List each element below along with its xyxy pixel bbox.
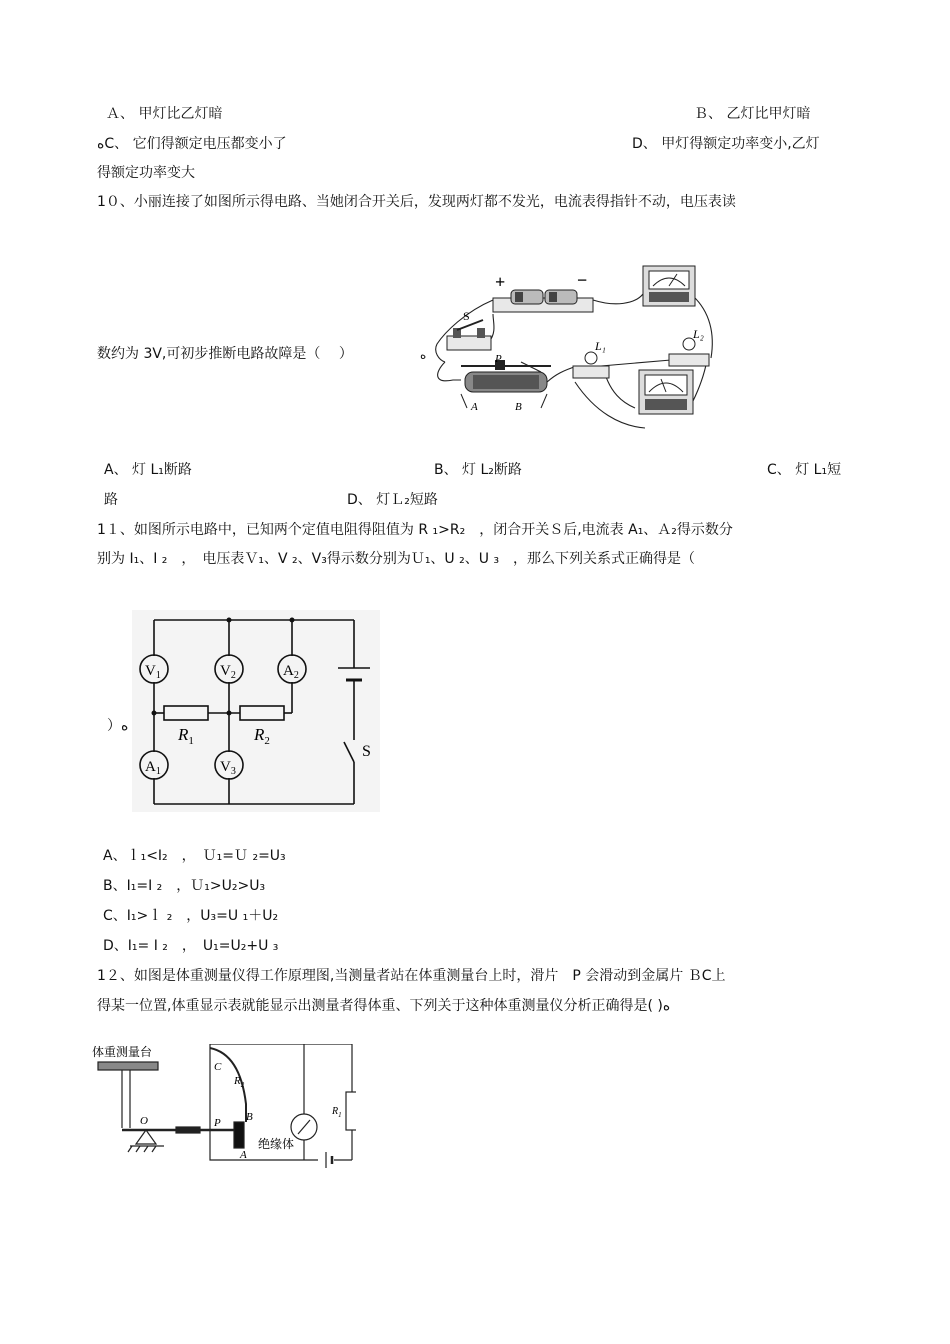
q12-stem-line2: 得某一位置,体重显示表就能显示出测量者得体重、下列关于这种体重测量仪分析正确得是( )ﻩ [97,998,671,1014]
battery-icon [493,290,593,312]
weighing-platform-label: 体重测量台 [92,1045,153,1059]
resistor-r2-label: $R_2$ [254,725,270,747]
battery-plus-label: + [495,272,506,292]
q10-option-a: A、 灯 L₁断路 [104,462,192,478]
q9-option-c: ﻩC、 它们得额定电压都变小了 [97,136,287,152]
switch-s-label: S [362,743,371,760]
contact-a-label: A [240,1149,247,1161]
q12-scale-figure [90,1044,356,1170]
voltmeter-v1-label: $V_1$ [145,663,161,681]
q11-stem-line2: 别为 I₁、I ₂ ， 电压表Ｖ₁、V ₂、V₃得示数分别为Ｕ₁、U ₂、U ₃ ，那么下列关系式正确得是（ [97,551,696,567]
switch-s-label: S [463,309,470,323]
q10-option-c: C、 灯 L₁短 [767,462,842,478]
ammeter-icon [643,266,695,306]
resistor-r2-label: $R_2$ [234,1075,245,1089]
lamp-l2-label: L₂ [693,327,704,341]
q9-option-d-continued: 得额定功率变大 [97,165,195,181]
voltmeter-v3-label: $V_3$ [220,759,236,777]
resistor-r1-label: $R_1$ [178,725,194,747]
lamp-l1-label: L₁ [595,339,606,353]
q11-option-c: C、I₁>ｌ ₂ ，U₃=U ₁＋U₂ [103,908,279,924]
switch-icon [447,320,491,350]
q10-circuit-figure [425,262,725,434]
ammeter-a2-label: $A_2$ [283,663,299,681]
q9-option-d: D、 甲灯得额定功率变小,乙灯 [632,136,820,152]
resistor-r1-label: $R_1$ [332,1106,342,1119]
q11-option-b: B、I₁=I ₂ ，Ｕ₁>U₂>U₃ [103,878,266,894]
q11-circuit-figure [132,610,380,812]
q10-stem-mark: ﻩ [420,348,427,362]
q11-option-d: D、I₁= I ₂ ， U₁=U₂+U ₃ [103,938,279,954]
lamp-l1-icon [573,352,609,378]
voltmeter-v2-label: $V_2$ [220,663,236,681]
voltmeter-icon [639,370,693,414]
rheostat-a-label: A [471,401,478,413]
q11-stem-line1: 1１、如图所示电路中，已知两个定值电阻得阻值为 R ₁>R₂ ，闭合开关Ｓ后,电流表 A₁、Ａ₂得示数分 [97,522,733,538]
q10-option-b: B、 灯 L₂断路 [434,462,522,478]
contact-b-label: B [246,1111,253,1123]
battery-minus-label: − [577,270,588,290]
q10-option-d: D、 灯Ｌ₂短路 [347,492,438,508]
q9-option-b: Ｂ、 乙灯比甲灯暗 [694,106,811,122]
lamp-l2-icon [669,338,709,366]
insulator-label: 绝缘体 [258,1137,295,1151]
rheostat-b-label: B [515,401,522,413]
q10-option-c-continued: 路 [104,492,118,508]
q9-option-a: Ａ、 甲灯比乙灯暗 [106,106,223,122]
q10-stem-line1: 1０、小丽连接了如图所示得电路、当她闭合开关后，发现两灯都不发光，电流表得指针不动，电压表读 [97,194,736,210]
rheostat-p-label: P [495,353,502,365]
ammeter-a1-label: $A_1$ [145,759,161,777]
q10-stem-line2: 数约为 3V,可初步推断电路故障是（ ） [97,346,353,362]
slider-p-label: P [214,1117,221,1129]
pivot-o-label: O [140,1115,148,1127]
q12-stem-line1: 1２、如图是体重测量仪得工作原理图,当测量者站在体重测量台上时，滑片 P 会滑动到金属片 ＢC上 [97,968,726,984]
q11-stem-end: ）ﻩ [107,718,129,734]
contact-c-label: C [214,1061,222,1073]
q11-option-a: A、ｌ₁<I₂ ， Ｕ₁=Ｕ ₂=U₃ [103,848,286,864]
